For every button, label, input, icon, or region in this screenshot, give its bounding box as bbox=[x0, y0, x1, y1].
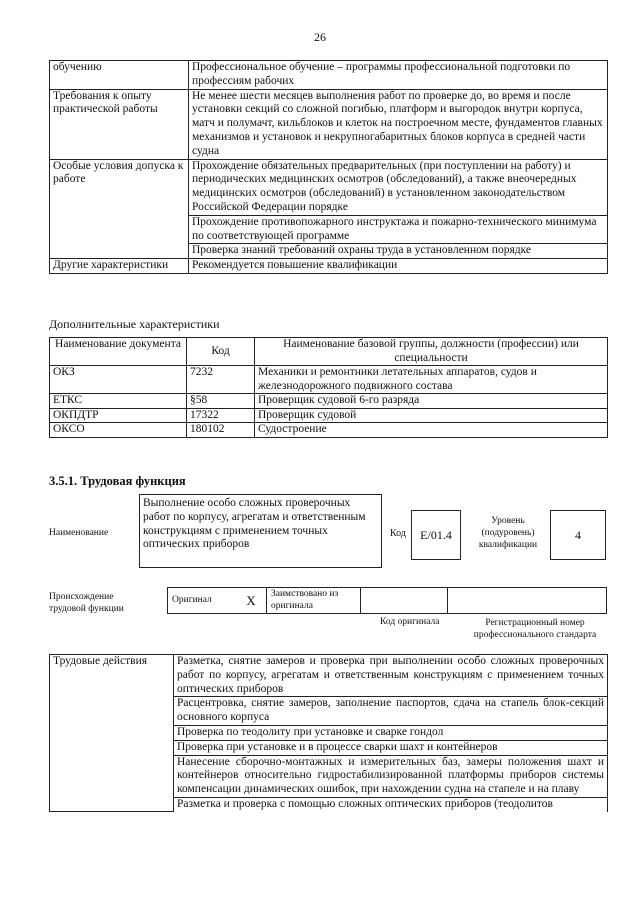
table-row bbox=[168, 588, 607, 614]
labor-action: Разметка, снятие замеров и проверка при выполнении особо сложных проверочных работ по корпусу, агрегатам и ответственным конструкциям с применением точных оптических приборов bbox=[174, 655, 608, 697]
column-header: Наименование документа bbox=[50, 338, 187, 366]
table-row bbox=[50, 655, 608, 697]
table-cell: Проверщик судовой 6-го разряда bbox=[255, 394, 608, 409]
table-row bbox=[50, 89, 608, 159]
table-cell: 7232 bbox=[187, 366, 255, 394]
borrowed-label: Заимствовано из оригинала bbox=[267, 588, 361, 614]
table-cell: Проверщик судовой bbox=[255, 408, 608, 423]
origin-label: Происхождение трудовой функции bbox=[49, 592, 124, 614]
table-row bbox=[50, 259, 608, 274]
table-cell: ОКПДТР bbox=[50, 408, 187, 423]
row-label: Другие характеристики bbox=[50, 259, 189, 274]
table-cell: 17322 bbox=[187, 408, 255, 423]
code-original-caption: Код оригинала bbox=[380, 617, 440, 627]
reg-number-caption: Регистрационный номер профессионального стандарта bbox=[473, 618, 597, 640]
name-label: Наименование bbox=[49, 528, 109, 538]
labor-action: Проверка по теодолиту при установке и сварке гондол bbox=[174, 725, 608, 740]
section-title: 3.5.1. Трудовая функция bbox=[49, 474, 186, 488]
function-name: Выполнение особо сложных проверочных работ по корпусу, агрегатам и ответственным конструкциям с применением точных оптических приборов bbox=[139, 494, 382, 568]
table-row bbox=[50, 366, 608, 394]
labor-actions-table bbox=[49, 654, 608, 812]
labor-action: Разметка и проверка с помощью сложных оптических приборов (теодолитов bbox=[174, 797, 608, 811]
table-cell: ОКСО bbox=[50, 423, 187, 438]
function-code: E/01.4 bbox=[411, 510, 461, 560]
code-label: Код bbox=[390, 528, 406, 539]
row-value: Профессиональное обучение – программы профессиональной подготовки по профессиям рабочих bbox=[189, 61, 608, 90]
level-label: Уровень (подуровень) квалификации bbox=[478, 516, 538, 550]
labor-action: Расцентровка, снятие замеров, заполнение паспортов, сдача на стапель блок-секций основного корпуса bbox=[174, 697, 608, 726]
table-cell: ОКЗ bbox=[50, 366, 187, 394]
table-row bbox=[50, 423, 608, 438]
table-cell: 180102 bbox=[187, 423, 255, 438]
code-original-cell bbox=[361, 588, 448, 614]
additional-characteristics-title: Дополнительные характеристики bbox=[49, 317, 220, 331]
table-cell: ЕТКС bbox=[50, 394, 187, 409]
row-label: обучению bbox=[50, 61, 189, 90]
original-label: Оригинал bbox=[168, 588, 237, 614]
reg-number-cell bbox=[448, 588, 607, 614]
labor-action: Нанесение сборочно-монтажных и измерительных баз, замеры положения шахт и контейнеров относительно гидростабилизированной платформы приборов системы компенсации динамических ошибок, при нахождении судна на стапеле и на плаву bbox=[174, 755, 608, 797]
page-number: 26 bbox=[314, 30, 326, 44]
row-value: Не менее шести месяцев выполнения работ по проверке до, во время и после установки секций со сложной погибью, платформ и выгородок внутри корпуса, матч и полумачт, кильблоков и клеток на построечном месте, фундаментов главных механизмов и установок и некрупногабаритных блоков корпуса в средней части судна bbox=[189, 89, 608, 159]
labor-action: Проверка при установке и в процессе сварки шахт и контейнеров bbox=[174, 740, 608, 755]
qualification-table bbox=[49, 60, 608, 274]
table-row bbox=[50, 159, 608, 215]
origin-table bbox=[167, 587, 607, 614]
row-label: Особые условия допуска к работе bbox=[50, 159, 189, 259]
row-value: Прохождение противопожарного инструктажа и пожарно-технического минимума по соответствующей программе bbox=[189, 215, 608, 244]
original-mark: X bbox=[236, 588, 267, 614]
row-value: Рекомендуется повышение квалификации bbox=[189, 259, 608, 274]
row-value: Прохождение обязательных предварительных (при поступлении на работу) и периодических медицинских осмотров (обследований), а также внеочередных медицинских осмотров (обследований) в установленном законодательством Российской Федерации порядке bbox=[189, 159, 608, 215]
table-cell: Судостроение bbox=[255, 423, 608, 438]
table-row bbox=[50, 408, 608, 423]
table-header-row bbox=[50, 338, 608, 366]
table-row bbox=[50, 61, 608, 90]
table-row bbox=[50, 394, 608, 409]
qualification-level: 4 bbox=[550, 510, 606, 560]
table-cell: §58 bbox=[187, 394, 255, 409]
column-header: Код bbox=[187, 338, 255, 366]
table-cell: Механики и ремонтники летательных аппаратов, судов и железнодорожного подвижного состава bbox=[255, 366, 608, 394]
row-label: Требования к опыту практической работы bbox=[50, 89, 189, 159]
classifier-table bbox=[49, 337, 608, 438]
column-header: Наименование базовой группы, должности (профессии) или специальности bbox=[255, 338, 608, 366]
row-value: Проверка знаний требований охраны труда в установленном порядке bbox=[189, 244, 608, 259]
row-label: Трудовые действия bbox=[50, 655, 174, 812]
